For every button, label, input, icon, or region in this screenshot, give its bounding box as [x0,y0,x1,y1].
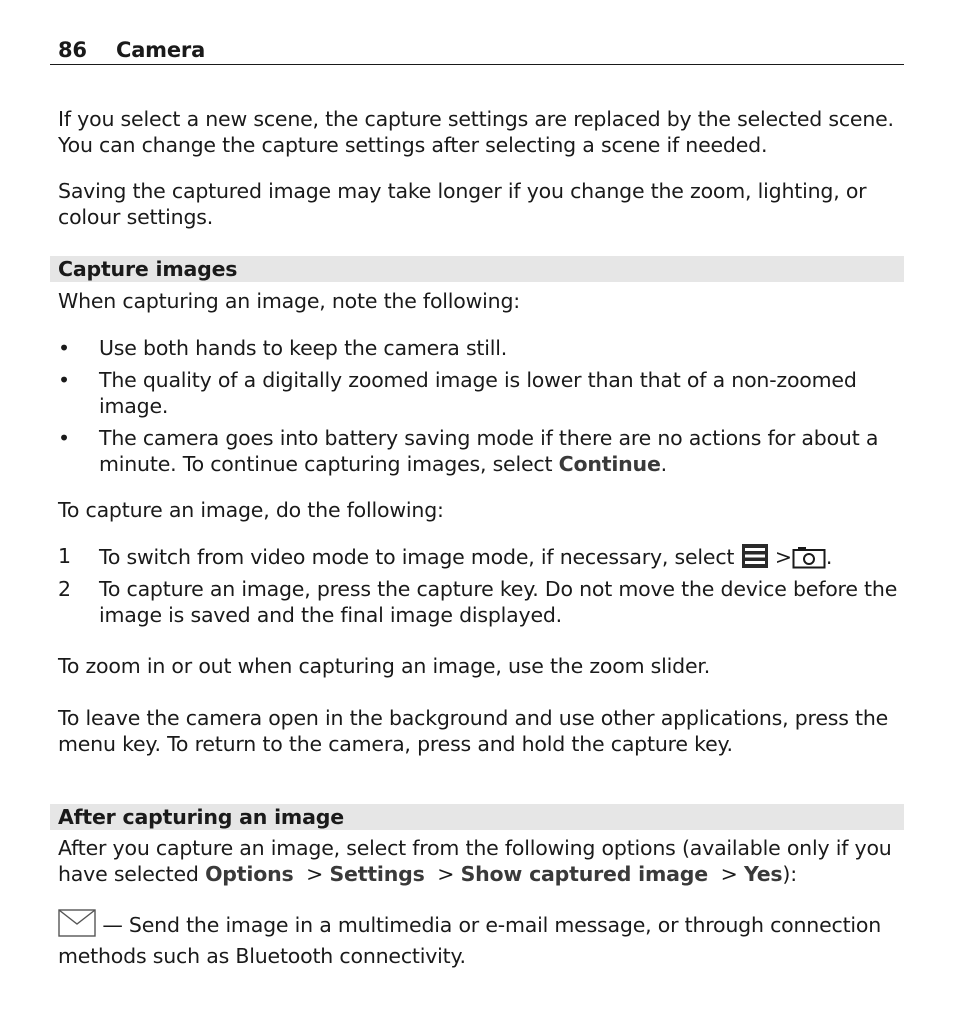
intro-paragraph-1: If you select a new scene, the capture settings are replaced by the selected scene. You can change the capture settings after selecting a scene if needed. [58,107,894,157]
after-capture-lead: After you capture an image, select from the following options (available only if you have selected Options > Settings > Show captured image > Yes): [58,836,892,886]
steps-lead: To capture an image, do the following: [58,498,444,522]
bullet-text: The camera goes into battery saving mode if there are no actions for about a minute. To continue capturing images, select Continue. [99,426,879,476]
step-number: 1 [58,544,71,568]
step-number: 2 [58,577,71,601]
page-number: 86 [58,38,87,62]
capture-lead: When capturing an image, note the following: [58,289,520,313]
camera-icon [792,545,826,575]
section-heading-capture-images [50,256,904,282]
envelope-icon [58,909,96,943]
section-heading-after-capture [50,804,904,830]
bullet-text: Use both hands to keep the camera still. [99,336,508,360]
send-option-paragraph [58,909,904,969]
menu-path-show-captured-image: Show captured image [460,862,708,886]
menu-path-yes: Yes [743,862,783,886]
step-text: To switch from video mode to image mode, if necessary, select > . [99,543,904,575]
send-option-text: — Send the image in a multimedia or e-mail message, or through connection methods such as Bluetooth connectivity. [58,913,882,968]
chapter-title: Camera [116,38,206,62]
section-heading-text: After capturing an image [58,805,344,829]
page-header [50,36,904,65]
menu-path-settings: Settings [329,862,425,886]
step-text: To capture an image, press the capture key. Do not move the device before the image is saved and the final image displayed. [99,577,898,627]
bullet-marker: • [58,426,70,450]
menu-path-options: Options [205,862,294,886]
bullet-marker: • [58,368,70,392]
continue-option: Continue [558,452,661,476]
bullet-text: The quality of a digitally zoomed image is lower than that of a non-zoomed image. [99,368,857,418]
zoom-paragraph: To zoom in or out when capturing an image, use the zoom slider. [58,654,711,678]
bullet-marker: • [58,336,70,360]
background-paragraph: To leave the camera open in the background and use other applications, press the menu key. To return to the camera, press and hold the capture key. [58,706,889,756]
intro-paragraph-2: Saving the captured image may take longer if you change the zoom, lighting, or colour settings. [58,179,867,229]
section-heading-text: Capture images [58,257,238,281]
menu-icon [741,543,769,575]
